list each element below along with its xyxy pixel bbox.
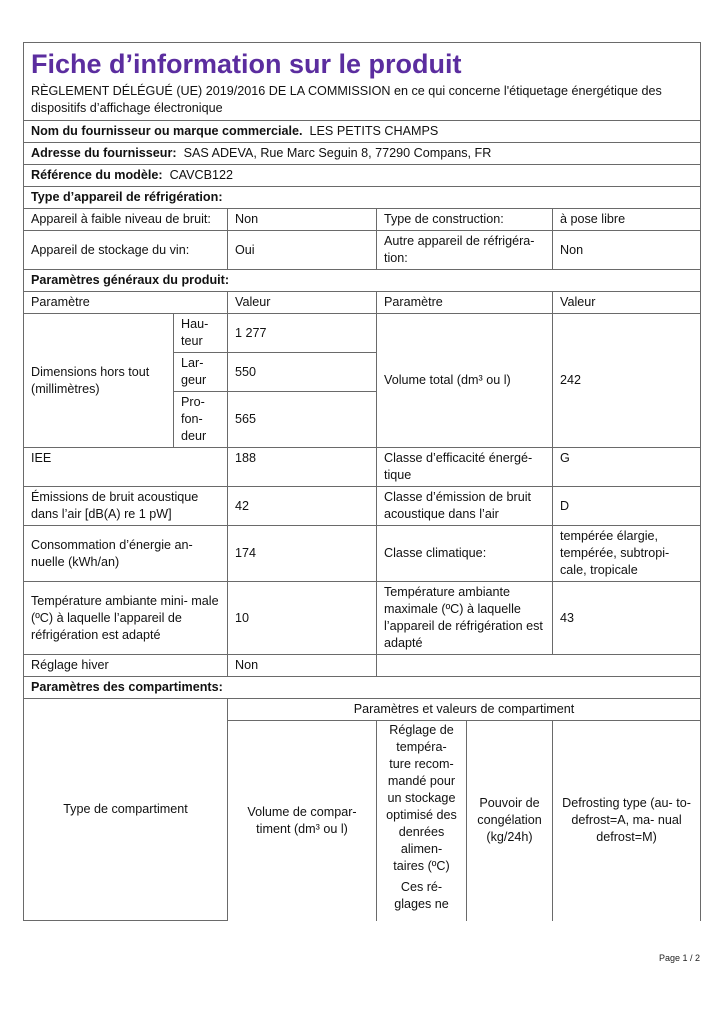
max-temperature-label: Température ambiante maximale (ºC) à laquelle l’appareil de réfrigération est adapté <box>377 582 553 655</box>
low-noise-value: Non <box>228 209 377 231</box>
compartment-type-label: Type de compartiment <box>24 699 228 921</box>
construction-type-label: Type de construction: <box>377 209 553 231</box>
iee-value: 188 <box>228 448 377 487</box>
page-number: Page 1 / 2 <box>658 953 700 963</box>
winter-setting-label: Réglage hiver <box>24 655 228 677</box>
climate-class-value: tempérée élargie, tempérée, subtropi- cale, tropicale <box>553 526 701 582</box>
recommended-temperature-note: Ces ré- glages ne <box>394 880 449 911</box>
noise-class-label: Classe d’émission de bruit acoustique dans l’air <box>377 487 553 526</box>
total-volume-label: Volume total (dm³ ou l) <box>377 314 553 448</box>
supplier-name-label: Nom du fournisseur ou marque commerciale. <box>31 124 303 138</box>
depth-label: Pro- fon- deur <box>174 392 228 448</box>
iee-label: IEE <box>24 448 228 487</box>
product-information-sheet <box>23 42 700 921</box>
supplier-address-label: Adresse du fournisseur: <box>31 146 177 160</box>
width-label: Lar- geur <box>174 353 228 392</box>
wine-storage-label: Appareil de stockage du vin: <box>24 231 228 270</box>
general-parameters-heading: Paramètres généraux du produit: <box>24 270 701 292</box>
appliance-type-heading: Type d’appareil de réfrigération: <box>24 187 701 209</box>
min-temperature-label: Température ambiante mini- male (ºC) à laquelle l’appareil de réfrigération est adapté <box>24 582 228 655</box>
regulation-subtitle: RÈGLEMENT DÉLÉGUÉ (UE) 2019/2016 DE LA COMMISSION en ce qui concerne l'étiquetage énergétique des dispositifs d’affichage électronique <box>31 84 662 115</box>
column-header-value: Valeur <box>228 292 377 314</box>
model-reference-row <box>24 165 701 187</box>
supplier-name-row <box>24 121 701 143</box>
energy-consumption-value: 174 <box>228 526 377 582</box>
winter-setting-value: Non <box>228 655 377 677</box>
max-temperature-value: 43 <box>553 582 701 655</box>
width-value: 550 <box>228 353 377 392</box>
efficiency-class-value: G <box>553 448 701 487</box>
depth-value: 565 <box>228 392 377 448</box>
column-header-parameter: Paramètre <box>24 292 228 314</box>
model-reference-value: CAVCB122 <box>169 168 234 182</box>
supplier-name-value: LES PETITS CHAMPS <box>309 124 439 138</box>
energy-consumption-label: Consommation d’énergie an- nuelle (kWh/an) <box>24 526 228 582</box>
climate-class-label: Classe climatique: <box>377 526 553 582</box>
page-title: Fiche d’information sur le produit <box>31 49 462 79</box>
total-volume-value: 242 <box>553 314 701 448</box>
compartment-parameters-heading: Paramètres des compartiments: <box>24 677 701 699</box>
column-header-parameter-2: Paramètre <box>377 292 553 314</box>
dimensions-label: Dimensions hors tout (millimètres) <box>24 314 174 448</box>
supplier-address-row <box>24 143 701 165</box>
noise-emission-value: 42 <box>228 487 377 526</box>
model-reference-label: Référence du modèle: <box>31 168 163 182</box>
height-value: 1 277 <box>228 314 377 353</box>
height-label: Hau- teur <box>174 314 228 353</box>
compartment-params-header: Paramètres et valeurs de compartiment <box>228 699 701 721</box>
low-noise-label: Appareil à faible niveau de bruit: <box>24 209 228 231</box>
product-info-table <box>23 42 701 921</box>
winter-setting-empty <box>377 655 701 677</box>
other-appliance-value: Non <box>553 231 701 270</box>
recommended-temperature-cell <box>377 721 467 921</box>
recommended-temperature-label: Réglage de tempéra- ture recom- mandé pour un stockage optimisé des denrées alimen- taires (ºC) <box>386 723 457 873</box>
column-header-value-2: Valeur <box>553 292 701 314</box>
min-temperature-value: 10 <box>228 582 377 655</box>
noise-class-value: D <box>553 487 701 526</box>
wine-storage-value: Oui <box>228 231 377 270</box>
supplier-address-value: SAS ADEVA, Rue Marc Seguin 8, 77290 Compans, FR <box>183 146 492 160</box>
defrosting-type-label: Defrosting type (au- to-defrost=A, ma- nual defrost=M) <box>553 721 701 921</box>
header-cell <box>24 43 701 121</box>
freezing-capacity-label: Pouvoir de congélation (kg/24h) <box>467 721 553 921</box>
construction-type-value: à pose libre <box>553 209 701 231</box>
other-appliance-label: Autre appareil de réfrigéra- tion: <box>377 231 553 270</box>
efficiency-class-label: Classe d’efficacité énergé- tique <box>377 448 553 487</box>
noise-emission-label: Émissions de bruit acoustique dans l’air [dB(A) re 1 pW] <box>24 487 228 526</box>
compartment-volume-label: Volume de compar- timent (dm³ ou l) <box>228 721 377 921</box>
